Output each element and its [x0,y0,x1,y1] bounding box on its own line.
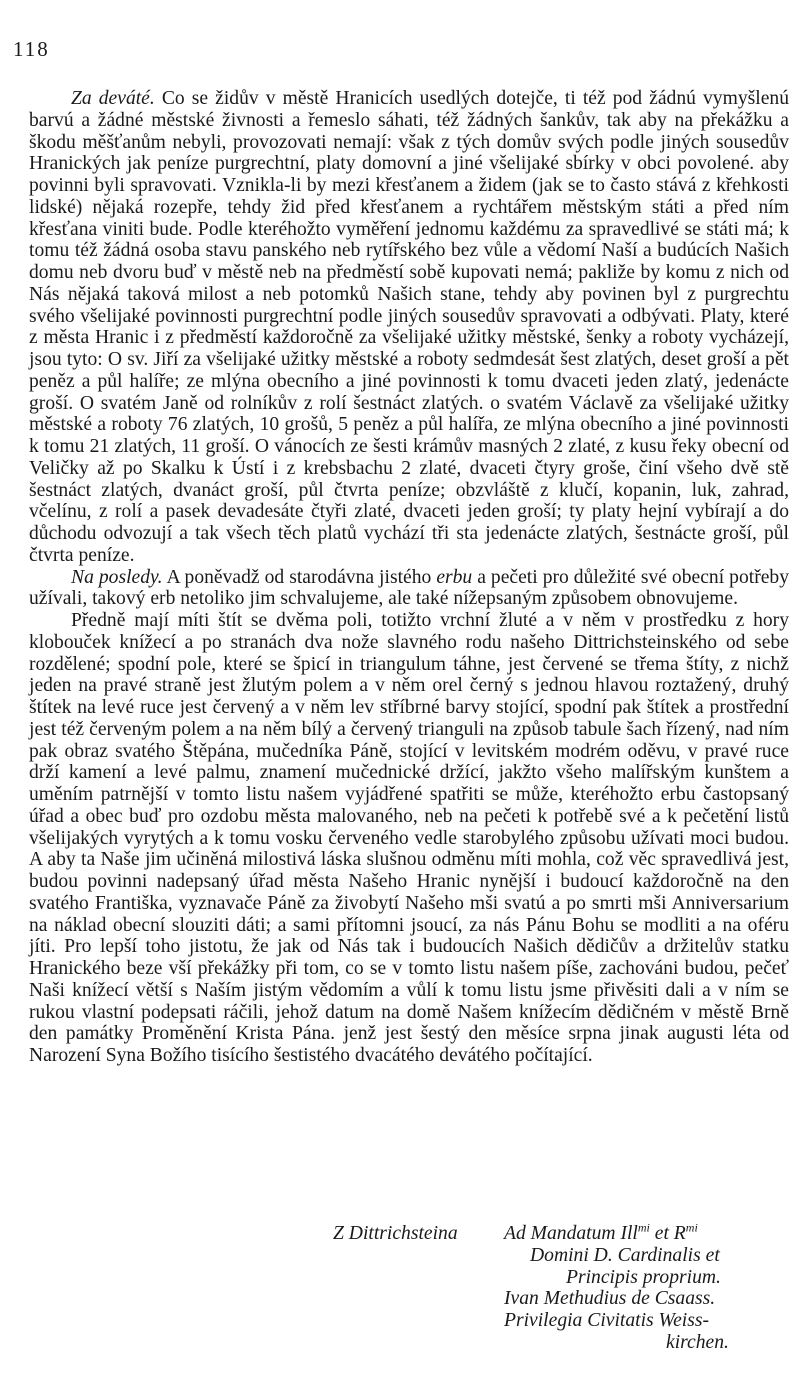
signature: Z Dittrichsteina [333,1223,458,1244]
body-text [29,88,789,1067]
paragraph-ninth [29,88,789,567]
paragraph-text: A poněvadž od starodávna jistého [162,566,437,588]
mandate-line: Principis proprium. [566,1266,721,1288]
mandate-line: kirchen. [666,1331,729,1353]
mandate-line: Privilegia Civitatis Weiss- [504,1310,709,1331]
emphasized-word: erbu [436,566,473,588]
mandate-note [504,1220,792,1354]
mandate-line: Ad Mandatum Ill$^{mi}$ et $R^{mi}$ [504,1220,698,1244]
closing-block [0,1220,800,1373]
paragraph-last-item [29,567,789,611]
paragraph-lead: Za deváté. [71,88,155,109]
mandate-line: Ivan Methudius de Csaass. [504,1288,716,1310]
mandate-line: Domini D. Cardinalis et [530,1244,720,1266]
paragraph-text: a pečeti pro důležité své obecní potřeby užívali, takový erb netoliko jim schvalujeme, ale také nížepsaným způsobem obnovujeme. [29,566,790,610]
paragraph-lead: Na posledy. [71,566,163,588]
paragraph-coat-of-arms [29,610,789,1067]
paragraph-text: Co se židův v městě Hranicích usedlých dotejče, ti též pod žádnú vymyšlenú barvú a žádné městské živnosti a řemeslo sáhati, též žádných šankův, tak aby na překážku a škodu měšťanům nebyli, provozovati nemají: však z tých domův svých podle jiných sousedův Hranických jak peníze purgrechtní, platy domovní a jiné všelijaké sbírky v obci povolené. aby povinni byli spravovati. Vznikla-li by mezi křesťanem a židem (jak se to často stává z křehkosti lidské) nějaká rozepře, tehdy žid před křesťanem a rychtářem městským státi a před ním křesťana viniti bude. Podle kteréhožto vyměření jednomu každému za spravedlivé se státi má; k tomu též žádná osoba stavu panského neb rytířského bez vůle a vědomí Naší a budúcích Našich domu neb dvoru buď v městě neb na předměstí sobě kupovati nemá; pakliže by komu z nich od Nás nějaká taková milost a neb potomků Našich stane, tehdy aby povinen byl z purgrechtu svého všelijaké povinnosti purgrechtní podle jiných sousedův spravovati a odbývati. Platy, které z města Hranic i z předměstí každoročně za všelijaké užitky městské, šenky a roboty vycházejí, jsou tyto: O sv. Jiří za všelijaké užitky městské a roboty sedmdesát šest zlatých, deset groší a pět peněz a půl halíře; ze mlýna obecního a jiné povinnosti k tomu dvaceti jeden zlatý, jedenácte groší. O svatém Janě od rolníkův z rolí šestnáct zlatých. o svatém Václavě za všelijaké užitky městské a roboty 76 zlatých, 10 grošů, 5 peněz a půl halířa, ze mlýna obecního a jiné povinnosti k tomu 21 zlatých, 11 groší. O vánocích ze šesti krámův masných 2 zlaté, z kusu řeky obecní od Veličky až po Skalku k Ústí i z krebsbachu 2 zlaté, dvaceti čtyry groše, činí všeho dvě stě šestnáct zlatých, dvanáct groší, půl čtvrta peníze; obzvláště z klučí, kopanin, luk, zahrad, včelínu, z rolí a pasek devadesáte čtyři zlaté, dvaceti jeden groší; ty platy hejní vybírají a do důchodu odvozují a tak všech těch platů vychází tři sta jedenácte zlatých, šestnácte groší, půl čtvrta peníze. [29,88,789,566]
paragraph-text: Předně mají míti štít se dvěma poli, totižto vrchní žluté a v něm v prostředku z hory klobouček knížecí a po stranách dva nože slavného rodu našeho Dittrichsteinského od sebe rozdělené; spodní pole, které se špicí in triangulum táhne, jest červené se třema štíty, z nichž jeden na pravé straně jest žlutým polem a v něm orel černý s jednou hlavou roztažený, druhý štítek na levé ruce jest červený a v něm lev stříbrné barvy stojící, spodní pak štítek a prostřední jest též červeným polem a na něm bílý a červený trianguli na způsob tabule šach řízený, nad ním pak obraz svatého Štěpána, mučedníka Páně, stojící v levitském modrém oděvu, v pravé ruce drží kamení a levé palmu, znamení mučednické držící, jakžto všeho malířským kunštem a uměním patrnější v tomto listu našem vyjádřené spatřiti se může, kteréhožto erbu častopsaný úřad a obec buď pro ozdobu města malovaného, neb na pečeti k potřebě své a k pečetění listů všelijakých vyrytých a k tomu vosku červeného vedle starobylého způsobu užívati moci budou. A aby ta Naše jim učiněná milostivá láska slušnou odměnu míti mohla, což věc spravedlivá jest, budou povinni nadepsaný úřad města Našeho Hranic nynější i budoucí každoročně na den svatého Františka, vyznavače Páně za živobytí Našeho mši svatú a po smrti mši Anniversarium na náklad obecní slouziti dáti; a sami přítomni jsoucí, za nás Pánu Bohu se modliti a na oféru jíti. Pro lepší toho jistotu, že jak od Nás tak i budoucích Našich dědičův a držitelův statku Hranického beze vší překážky při tom, co se v tomto listu našem píše, zachováni budou, pečeť Naši knížecí větší s Naším jistým vědomím a vůlí k tomu listu jsme přivěsiti dali a v ním se rukou vlastní podepsati ráčili, jehož datum na domě Našem knížecím dědičném v městě Brně den památky Proměnění Krista Pána. jenž jest šestý den měsíce srpna jinak augusti léta od Narození Syna Božího tisícího šestistého dvacátého devátého počítající. [29,610,789,1066]
page-number: 118 [13,37,50,61]
